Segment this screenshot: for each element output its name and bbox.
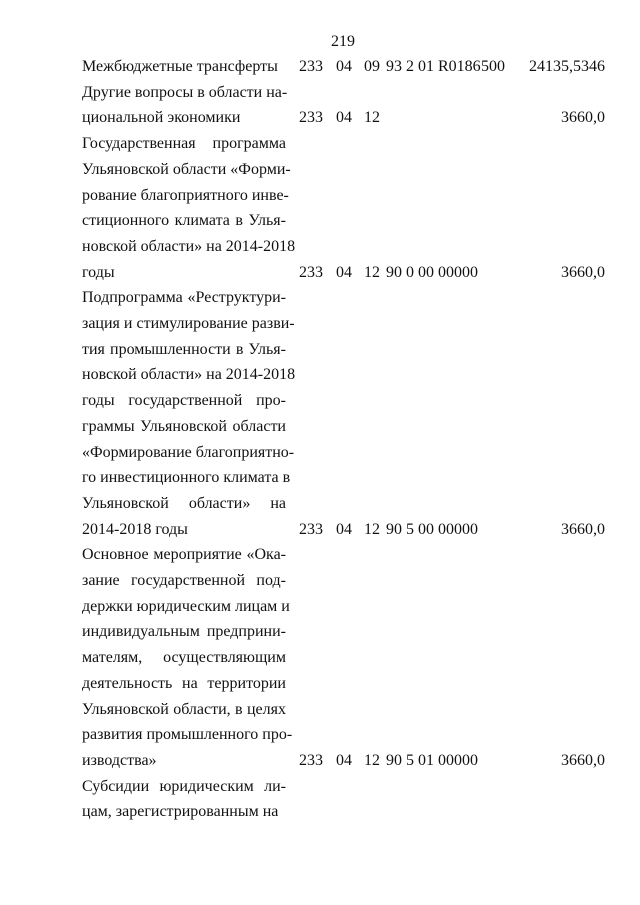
row-description-line: циональной экономики <box>82 109 241 127</box>
row-description-line: Подпрограмма «Реструктури- <box>82 289 286 307</box>
row-amount: 24135,5346 <box>529 58 605 75</box>
code-csr: 90 5 01 00000 <box>386 751 478 769</box>
row-description-line: Другие вопросы в области на- <box>82 83 288 101</box>
code-pr: 12 <box>364 263 380 281</box>
code-ved: 233 <box>299 263 323 281</box>
row-description-line: цам, зарегистрированным на <box>82 803 279 821</box>
row-description-line: годы <box>82 263 115 281</box>
row-description-line: Основное мероприятие «Ока- <box>82 546 286 564</box>
row-description-line: деятельность на территории <box>82 674 286 692</box>
row-description-line: новской области» на 2014-2018 <box>82 366 296 384</box>
row-description-line: го инвестиционного климата в <box>82 469 291 487</box>
code-csr: 90 0 00 00000 <box>386 263 478 281</box>
code-csr: 90 5 00 00000 <box>386 520 478 538</box>
row-amount: 3660,0 <box>561 109 605 127</box>
code-pr: 09 <box>364 58 380 75</box>
row-description-line: зание государственной под- <box>82 572 286 589</box>
code-rz: 04 <box>336 520 352 538</box>
row-description-line: «Формирование благоприятно- <box>82 443 295 461</box>
code-rz: 04 <box>336 263 352 281</box>
row-description-line: Ульяновской области «Форми- <box>82 160 291 178</box>
code-vr: 500 <box>481 58 505 75</box>
row-description-line: тия промышленности в Улья- <box>82 340 286 358</box>
row-description-line: Межбюджетные трансферты <box>82 58 278 75</box>
row-description-line: Ульяновской области, в целях <box>82 700 286 718</box>
row-description-line: рование благоприятного инве- <box>82 186 289 204</box>
code-pr: 12 <box>364 751 380 769</box>
code-ved: 233 <box>299 109 323 127</box>
code-pr: 12 <box>364 520 380 538</box>
code-rz: 04 <box>336 58 352 75</box>
code-pr: 12 <box>364 109 380 127</box>
row-description-line: изводства» <box>82 751 157 769</box>
row-description-line: держки юридическим лицам и <box>82 597 290 615</box>
row-description-line: 2014-2018 годы <box>82 520 188 538</box>
row-description-line: граммы Ульяновской области <box>82 417 286 435</box>
row-amount: 3660,0 <box>561 751 605 769</box>
row-amount: 3660,0 <box>561 263 605 281</box>
code-rz: 04 <box>336 751 352 769</box>
row-description-line: Субсидии юридическим ли- <box>82 777 286 795</box>
row-description-line: стиционного климата в Улья- <box>82 212 286 230</box>
code-rz: 04 <box>336 109 352 127</box>
row-description-line: Государственная программа <box>82 135 286 153</box>
row-amount: 3660,0 <box>561 520 605 538</box>
code-ved: 233 <box>299 751 323 769</box>
row-description-line: зация и стимулирование разви- <box>82 315 295 332</box>
row-description-line: новской области» на 2014-2018 <box>82 237 296 255</box>
code-csr: 93 2 01 R0186 <box>386 58 481 75</box>
row-description-line: мателям, осуществляющим <box>82 649 286 667</box>
page-number: 219 <box>331 33 355 50</box>
code-ved: 233 <box>299 520 323 538</box>
row-description-line: развития промышленного про- <box>82 726 293 744</box>
row-description-line: годы государственной про- <box>82 392 286 410</box>
row-description-line: Ульяновской области» на <box>82 494 286 512</box>
row-description-line: индивидуальным предприни- <box>82 623 286 641</box>
code-ved: 233 <box>299 58 323 75</box>
